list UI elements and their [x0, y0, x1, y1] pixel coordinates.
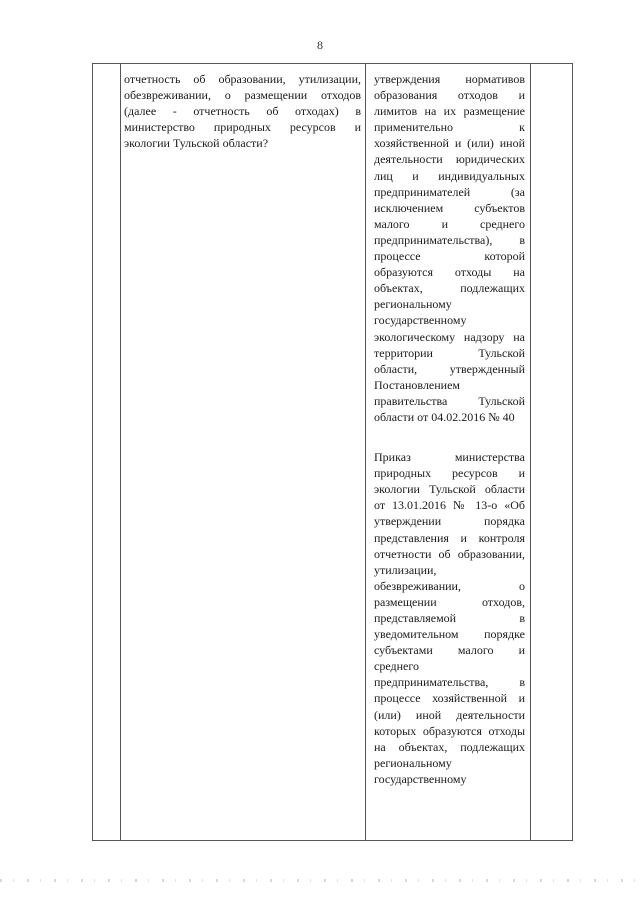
question-text: отчетность об образовании, утилизации, обезвреживании, о размещении отходов (далее - отчетность об отходах) в министерство природных ресурсов и экологии Тульской области? [124, 72, 361, 151]
scan-artifact-line [0, 879, 640, 882]
column-divider-2 [365, 64, 366, 840]
column-divider-1 [120, 64, 121, 840]
column-divider-3 [530, 64, 531, 840]
page-number: 8 [317, 38, 323, 52]
regulation-table [92, 63, 573, 841]
legal-basis-cell [374, 71, 525, 787]
question-cell [124, 71, 361, 151]
legal-basis-text-2: Приказ министерства природных ресурсов и экологии Тульской области от 13.01.2016 № 13-о «Об утверждении порядка представления и контроля отчетности об образовании, утилизации, обезвреживании, о размещении отходов, представляемой в уведомительном порядке субъектами малого и среднего предпринимательства, в процессе хозяйственной и (или) иной деятельности которых образуются отходы на объектах, подлежащих региональному государственному [374, 450, 525, 786]
legal-basis-text-1: утверждения нормативов образования отходов и лимитов на их размещение применительно к хозяйственной и (или) иной деятельности юридических лиц и индивидуальных предпринимателей (за исключением субъектов малого и среднего предпринимательства), в процессе которой образуются отходы на объектах, подлежащих региональному государственному экологическому надзору на территории Тульской области, утвержденный Постановлением правительства Тульской области от 04.02.2016 № 40 [374, 72, 525, 424]
